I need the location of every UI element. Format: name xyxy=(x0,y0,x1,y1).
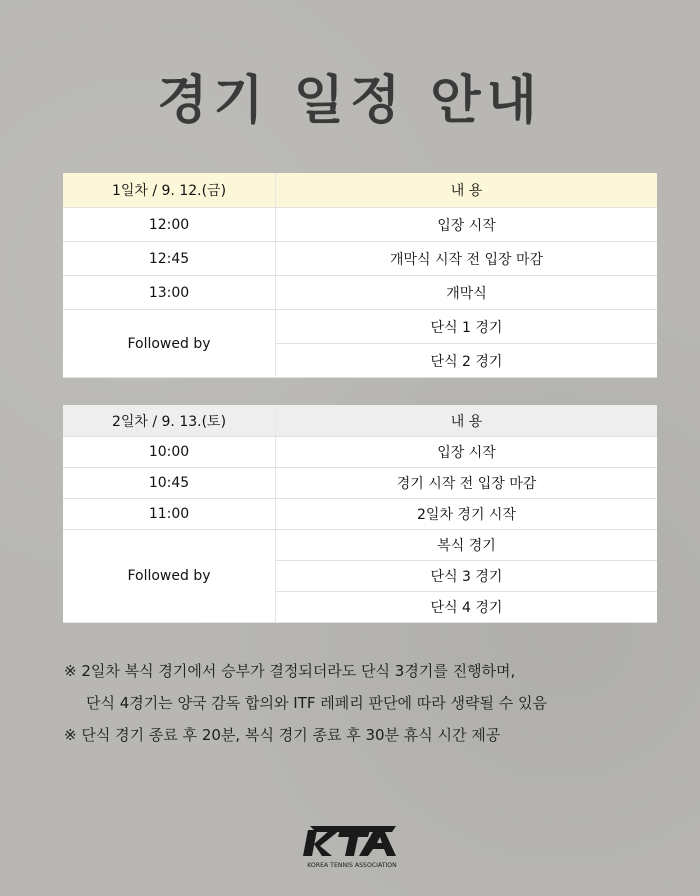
table-row xyxy=(63,276,657,310)
event-cell: 단식 4 경기 xyxy=(276,592,658,623)
kta-logo xyxy=(300,818,404,870)
logo-caption: KOREA TENNIS ASSOCIATION xyxy=(307,862,397,869)
event-cell: 개막식 xyxy=(276,276,658,310)
event-cell: 단식 2 경기 xyxy=(276,344,658,378)
note-line-3: ※ 단식 경기 종료 후 20분, 복식 경기 종료 후 30분 휴식 시간 제공 xyxy=(64,726,501,744)
event-cell: 2일차 경기 시작 xyxy=(276,499,658,530)
table-row xyxy=(63,468,657,499)
event-cell: 단식 1 경기 xyxy=(276,310,658,344)
day2-date-header: 2일차 / 9. 13.(토) xyxy=(63,405,276,437)
followed-by-cell: Followed by xyxy=(63,530,276,623)
followed-by-cell: Followed by xyxy=(63,310,276,378)
table-row xyxy=(63,242,657,276)
table-row xyxy=(63,530,657,561)
time-cell: 13:00 xyxy=(63,276,276,310)
content-header: 내 용 xyxy=(276,173,658,208)
page-title: 경기 일정 안내 xyxy=(157,71,543,131)
event-cell: 복식 경기 xyxy=(276,530,658,561)
day1-date-header: 1일차 / 9. 12.(금) xyxy=(63,173,276,208)
table-header-row xyxy=(63,405,657,437)
event-cell: 경기 시작 전 입장 마감 xyxy=(276,468,658,499)
note-line-2: 단식 4경기는 양국 감독 합의와 ITF 레페리 판단에 따라 생략될 수 있음 xyxy=(86,694,547,712)
table-row xyxy=(63,437,657,468)
table-header-row xyxy=(63,173,657,208)
content-header: 내 용 xyxy=(276,405,658,437)
time-cell: 10:45 xyxy=(63,468,276,499)
table-row xyxy=(63,499,657,530)
time-cell: 12:00 xyxy=(63,208,276,242)
table-row xyxy=(63,310,657,344)
time-cell: 11:00 xyxy=(63,499,276,530)
table-row xyxy=(63,208,657,242)
day1-schedule-table xyxy=(63,173,657,378)
event-cell: 입장 시작 xyxy=(276,437,658,468)
event-cell: 개막식 시작 전 입장 마감 xyxy=(276,242,658,276)
note-line-1: ※ 2일차 복식 경기에서 승부가 결정되더라도 단식 3경기를 진행하며, xyxy=(64,662,516,680)
notes-section xyxy=(64,655,684,751)
event-cell: 단식 3 경기 xyxy=(276,561,658,592)
time-cell: 10:00 xyxy=(63,437,276,468)
time-cell: 12:45 xyxy=(63,242,276,276)
day2-schedule-table xyxy=(63,405,657,623)
event-cell: 입장 시작 xyxy=(276,208,658,242)
